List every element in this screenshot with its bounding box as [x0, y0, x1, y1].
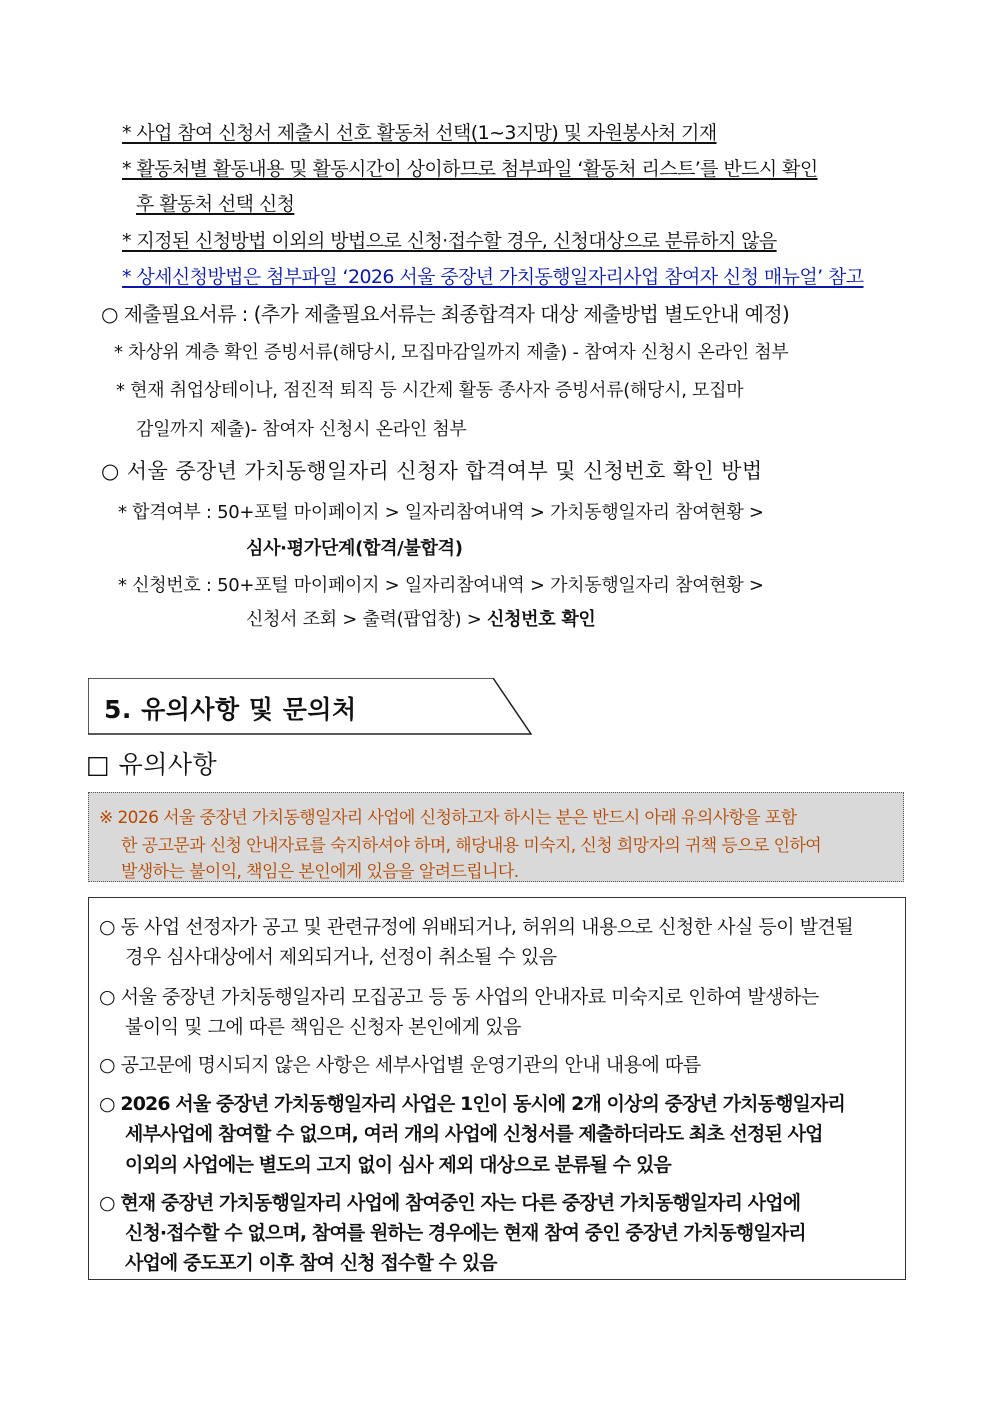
notice-line: 발생하는 불이익, 책임은 본인에게 있음을 알려드립니다.: [121, 862, 519, 882]
note-line: * 활동처별 활동내용 및 활동시간이 상이하므로 첨부파일 ‘활동처 리스트’를 반드시 확인: [122, 158, 818, 180]
pass-check-result: 심사·평가단계(합격/불합격): [246, 538, 463, 559]
number-check-path-text: 신청서 조회 > 출력(팝업창) >: [246, 609, 487, 630]
section-title: 5. 유의사항 및 문의처: [104, 695, 357, 724]
caution-line: 경우 심사대상에서 제외되거나, 선정이 취소될 수 있음: [125, 946, 557, 968]
caution-line-bold: 세부사업에 참여할 수 없으며, 여러 개의 사업에 신청서를 제출하더라도 최초 선정된 사업: [125, 1123, 823, 1145]
notice-line: 한 공고문과 신청 안내자료를 숙지하셔야 하며, 해당내용 미숙지, 신청 희망자의 귀책 등으로 인하여: [121, 836, 822, 856]
caution-box: [88, 897, 906, 1280]
caution-line: ○ 동 사업 선정자가 공고 및 관련규정에 위배되거나, 허위의 내용으로 신청한 사실 등이 발견될: [99, 916, 854, 938]
note-line: * 지정된 신청방법 이외의 방법으로 신청·접수할 경우, 신청대상으로 분류하지 않음: [122, 230, 777, 252]
caution-line-bold: ○ 현재 중장년 가치동행일자리 사업에 참여중인 자는 다른 중장년 가치동행일자리 사업에: [99, 1192, 801, 1214]
caution-line-bold: 사업에 중도포기 이후 참여 신청 접수할 수 있음: [125, 1252, 497, 1274]
caution-line-bold: ○ 2026 서울 중장년 가치동행일자리 사업은 1인이 동시에 2개 이상의 중장년 가치동행일자리: [99, 1093, 845, 1115]
note-line: 후 활동처 선택 신청: [136, 193, 295, 215]
documents-item: * 차상위 계층 확인 증빙서류(해당시, 모집마감일까지 제출) - 참여자 신청시 온라인 첨부: [114, 342, 789, 363]
number-check-result: 신청번호 확인: [487, 609, 596, 630]
caution-line: ○ 서울 중장년 가치동행일자리 모집공고 등 동 사업의 안내자료 미숙지로 인하여 발생하는: [99, 986, 819, 1008]
caution-line: 불이익 및 그에 따른 책임은 신청자 본인에게 있음: [125, 1016, 521, 1038]
documents-item: 감일까지 제출)- 참여자 신청시 온라인 첨부: [136, 419, 467, 440]
documents-item: * 현재 취업상테이나, 점진적 퇴직 등 시간제 활동 종사자 증빙서류(해당시, 모집마: [116, 380, 744, 401]
notice-line: ※ 2026 서울 중장년 가치동행일자리 사업에 신청하고자 하시는 분은 반드시 아래 유의사항을 포함: [99, 808, 797, 828]
section-header: [88, 678, 533, 736]
pass-check-line: * 합격여부 : 50+포털 마이페이지 > 일자리참여내역 > 가치동행일자리 참여현황 >: [118, 502, 764, 523]
caution-subheading: □ 유의사항: [86, 750, 218, 779]
caution-line: ○ 공고문에 명시되지 않은 사항은 세부사업별 운영기관의 안내 내용에 따름: [99, 1054, 701, 1076]
caution-line-bold: 신청·접수할 수 없으며, 참여를 원하는 경우에는 현재 참여 중인 중장년 가치동행일자리: [125, 1222, 806, 1244]
caution-line-bold: 이외의 사업에는 별도의 고지 없이 심사 제외 대상으로 분류될 수 있음: [125, 1154, 671, 1176]
number-check-line: * 신청번호 : 50+포털 마이페이지 > 일자리참여내역 > 가치동행일자리 참여현황 >: [118, 575, 764, 596]
number-check-path: [246, 605, 596, 631]
manual-reference-note: * 상세신청방법은 첨부파일 ‘2026 서울 중장년 가치동행일자리사업 참여자 신청 매뉴얼’ 참고: [122, 266, 864, 288]
note-line: * 사업 참여 신청서 제출시 선호 활동처 선택(1~3지망) 및 자원봉사처 기재: [122, 122, 717, 144]
check-heading: ○ 서울 중장년 가치동행일자리 신청자 합격여부 및 신청번호 확인 방법: [101, 459, 763, 483]
documents-heading: ○ 제출필요서류 : (추가 제출필요서류는 최종합격자 대상 제출방법 별도안내 예정): [101, 302, 790, 326]
notice-box: [88, 792, 904, 882]
